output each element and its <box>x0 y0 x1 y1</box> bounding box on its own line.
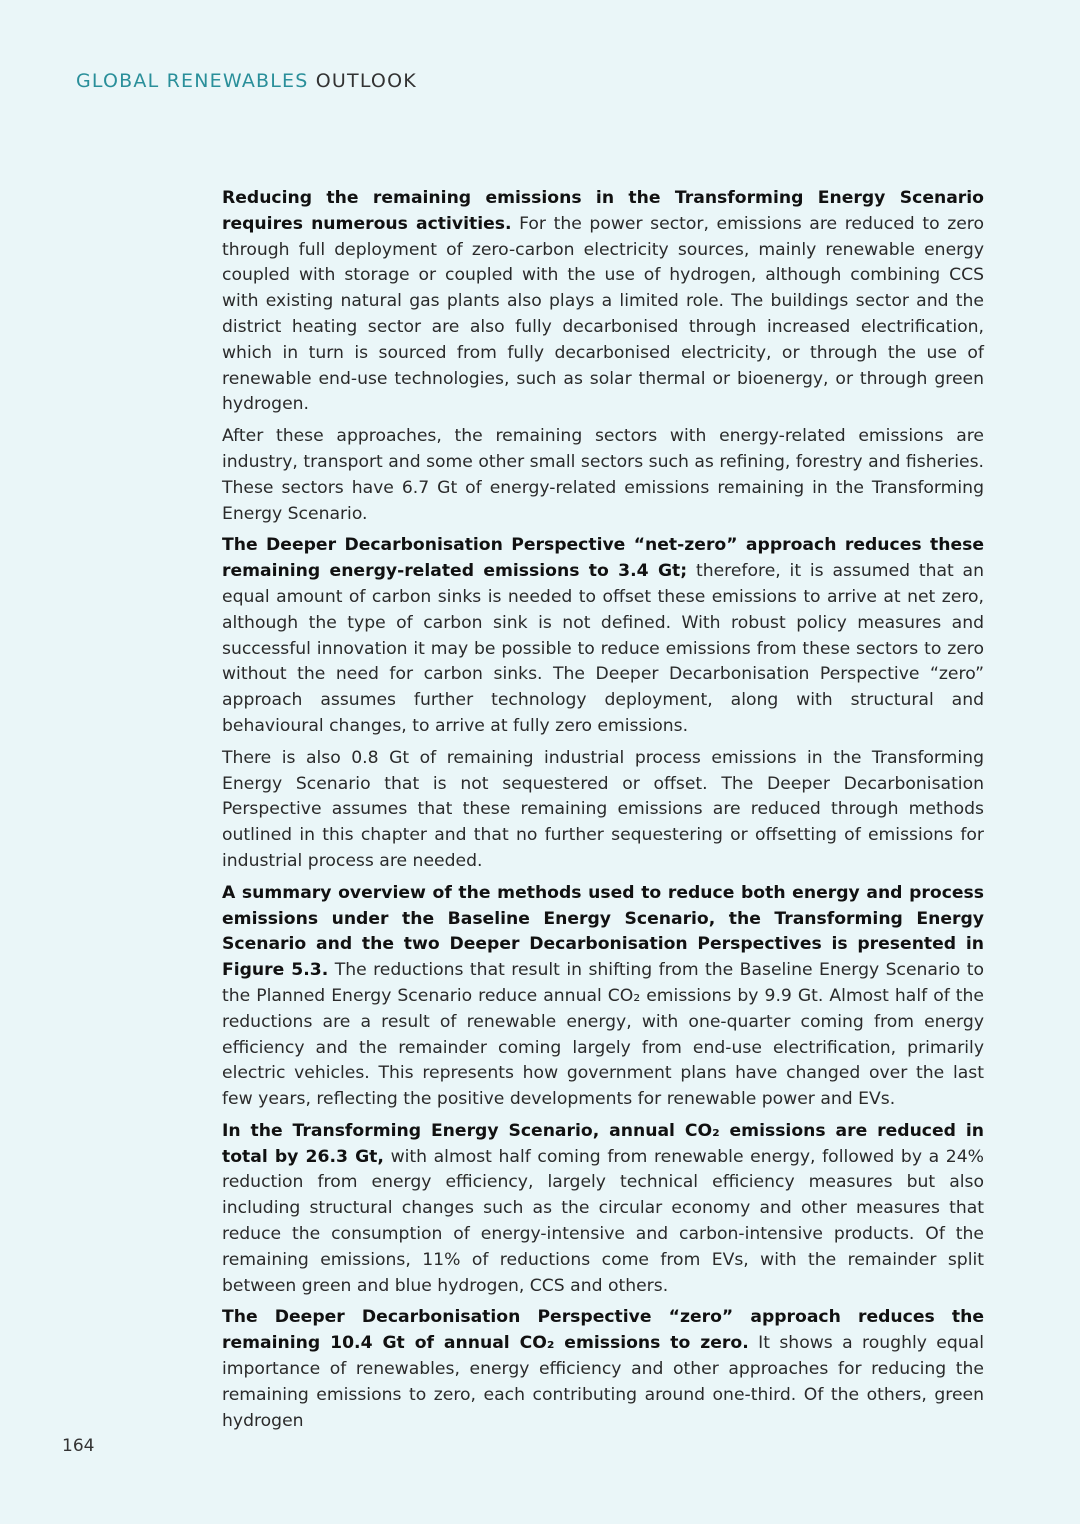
paragraph-1-body: For the power sector, emissions are reduced to zero through full deployment of zero-carbon electricity sources, mainly renewable energy coupled with storage or coupled with the use of hydrogen, although combining CCS with existing natural gas plants also plays a limited role. The buildings sector and the district heating sector are also fully decarbonised through increased electrification, which in turn is sourced from fully decarbonised electricity, or through the use of renewable end-use technologies, such as solar thermal or bioenergy, or through green hydrogen. <box>222 213 985 415</box>
header-title-rest: OUTLOOK <box>315 70 417 92</box>
paragraph-4-body: There is also 0.8 Gt of remaining industrial process emissions in the Transforming Energy Scenario that is not sequestered or offset. The Deeper Decarbonisation Perspective assumes that these remaining emissions are reduced through methods outlined in this chapter and that no further sequestering or offsetting of emissions for industrial process are needed. <box>222 747 984 871</box>
paragraph-1-lead: Reducing the remaining emissions in the Transforming Energy Scenario requires numerous activities. <box>222 188 984 234</box>
paragraph-5 <box>222 881 984 1113</box>
paragraph-3 <box>222 533 984 739</box>
paragraph-4 <box>222 746 984 875</box>
paragraph-5-body: The reductions that result in shifting from the Baseline Energy Scenario to the Planned Energy Scenario reduce annual CO₂ emissions by 9.9 Gt. Almost half of the reductions are a result of renewable energy, with one-quarter coming from energy efficiency and the remainder coming largely from end-use electrification, primarily electric vehicles. This represents how government plans have changed over the last few years, reflecting the positive developments for renewable power and EVs. <box>222 960 985 1110</box>
paragraph-2 <box>222 424 984 527</box>
body-text <box>222 186 984 1440</box>
paragraph-7 <box>222 1305 984 1434</box>
paragraph-6-body: with almost half coming from renewable energy, followed by a 24% reduction from energy efficiency, largely technical efficiency measures but also including structural changes such as the circular economy and other measures that reduce the consumption of energy-intensive and carbon-intensive products. Of the remaining emissions, 11% of reductions come from EVs, with the remainder split between green and blue hydrogen, CCS and others. <box>222 1146 984 1296</box>
page-number: 164 <box>62 1436 95 1456</box>
paragraph-3-body: therefore, it is assumed that an equal amount of carbon sinks is needed to offset these emissions to arrive at net zero, although the type of carbon sink is not defined. With robust policy measures and successful innovation it may be possible to reduce emissions from these sectors to zero without the need for carbon sinks. The Deeper Decarbonisation Perspective “zero” approach assumes further technology deployment, along with structural and behavioural changes, to arrive at fully zero emissions. <box>222 561 984 736</box>
paragraph-1 <box>222 186 984 418</box>
paragraph-5-lead: A summary overview of the methods used to reduce both energy and process emissions under the Baseline Energy Scenario, the Transforming Energy Scenario and the two Deeper Decarbonisation Perspectives is presented in Figure 5.3. <box>222 882 984 981</box>
paragraph-6-lead: In the Transforming Energy Scenario, annual CO₂ emissions are reduced in total by 26.3 Gt, <box>222 1120 984 1167</box>
paragraph-3-lead: The Deeper Decarbonisation Perspective “net-zero” approach reduces these remaining energy-related emissions to 3.4 Gt; <box>222 535 984 582</box>
paragraph-7-body: It shows a roughly equal importance of renewables, energy efficiency and other approaches for reducing the remaining emissions to zero, each contributing around one-third. Of the others, green hydrogen <box>222 1333 984 1431</box>
header-title-accent: GLOBAL RENEWABLES <box>76 70 309 92</box>
paragraph-7-lead: The Deeper Decarbonisation Perspective “zero” approach reduces the remaining 10.4 Gt of annual CO₂ emissions to zero. <box>222 1307 984 1354</box>
paragraph-6 <box>222 1119 984 1300</box>
paragraph-2-body: After these approaches, the remaining sectors with energy-related emissions are industry, transport and some other small sectors such as refining, forestry and fisheries. These sectors have 6.7 Gt of energy-related emissions remaining in the Transforming Energy Scenario. <box>222 426 984 524</box>
running-header <box>76 70 417 92</box>
